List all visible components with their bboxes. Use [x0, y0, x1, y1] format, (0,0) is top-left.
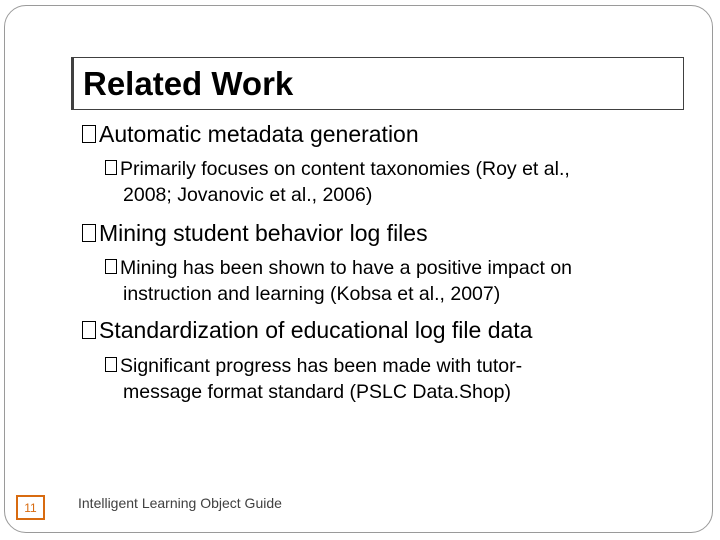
footer-text: Intelligent Learning Object Guide: [78, 495, 282, 511]
sub-bullet-line-2: 2008; Jovanovic et al., 2006): [123, 184, 373, 206]
bullet-automatic-metadata: [82, 120, 419, 148]
title-box: [71, 57, 684, 110]
bullet-box-icon: [105, 357, 117, 372]
sub-bullet-tutor-message: [105, 353, 522, 405]
bullet-box-icon: [82, 224, 96, 242]
sub-bullet-line-1: Significant progress has been made with tutor-: [120, 355, 523, 377]
bullet-box-icon: [82, 125, 96, 143]
bullet-box-icon: [105, 160, 117, 175]
sub-bullet-mining-impact: [105, 255, 572, 307]
bullet-text: Standardization of educational log file data: [99, 317, 533, 343]
slide-title: Related Work: [83, 65, 294, 102]
bullet-text: Mining student behavior log files: [99, 220, 428, 246]
sub-bullet-line-2: instruction and learning (Kobsa et al., 2007): [123, 283, 501, 305]
bullet-standardization: [82, 316, 532, 344]
sub-bullet-line-2: message format standard (PSLC Data.Shop): [123, 381, 512, 403]
sub-bullet-line-1: Primarily focuses on content taxonomies (Roy et al.,: [120, 158, 570, 180]
sub-bullet-line-1: Mining has been shown to have a positive impact on: [120, 257, 573, 279]
page-number-badge: [16, 495, 45, 520]
page-number: 11: [24, 500, 37, 515]
bullet-box-icon: [82, 321, 96, 339]
bullet-box-icon: [105, 259, 117, 274]
sub-bullet-content-taxonomies: [105, 156, 570, 208]
bullet-text: Automatic metadata generation: [99, 121, 419, 147]
bullet-mining-logs: [82, 219, 428, 247]
